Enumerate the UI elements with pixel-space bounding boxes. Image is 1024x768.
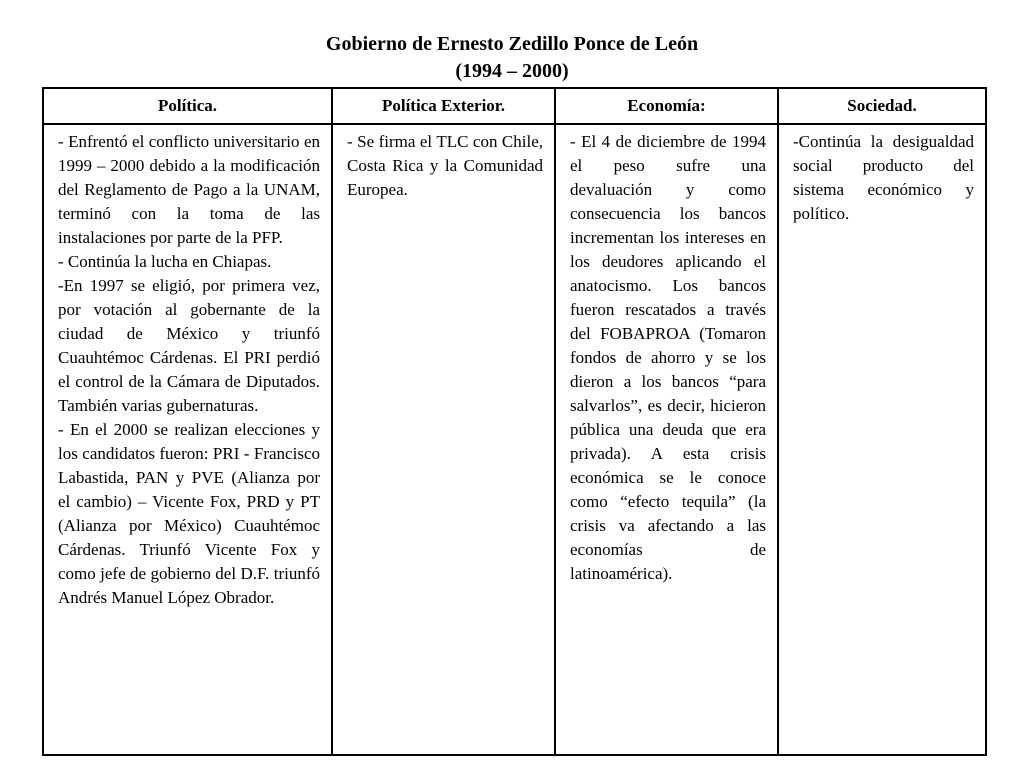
header-economia: Economía: [555,88,778,124]
document-title [0,31,1024,85]
header-sociedad: Sociedad. [778,88,986,124]
politica-paragraph-1: - Enfrentó el conflicto universitario en 1999 – 2000 debido a la modificación del Reglamento de Pago a la UNAM, terminó con la toma de las instalaciones por parte de la PFP. [58,132,320,247]
title-line-1: Gobierno de Ernesto Zedillo Ponce de León [325,33,699,55]
politica-paragraph-3: -En 1997 se eligió, por primera vez, por votación al gobernante de la ciudad de México y triunfó Cuauhtémoc Cárdenas. El PRI perdió el control de la Cámara de Diputados. También varias gubernaturas. [58,276,320,415]
economia-paragraph-1: - El 4 de diciembre de 1994 el peso sufre una devaluación y como consecuencia los bancos incrementan los intereses en los deudores aplicando el anatocismo. Los bancos fueron rescatados a través del FOBAPROA (Tomaron fondos de ahorro y se los dieron a los bancos “para salvarlos”, es decir, hicieron pública una deuda que era privada). A esta crisis económica se le conoce como “efecto tequila” (la crisis va afectando a las economías de latinoamérica). [570,132,766,583]
title-line-2: (1994 – 2000) [455,60,569,82]
politica-paragraph-2: - Continúa la lucha en Chiapas. [58,252,272,271]
cell-sociedad [778,124,986,755]
table-row [43,124,986,755]
politica-exterior-paragraph-1: - Se firma el TLC con Chile, Costa Rica y la Comunidad Europea. [347,132,543,199]
cell-economia [555,124,778,755]
cell-politica [43,124,332,755]
table-header-row [43,88,986,124]
politica-paragraph-4: - En el 2000 se realizan elecciones y los candidatos fueron: PRI - Francisco Labastida, PAN y PVE (Alianza por el cambio) – Vicente Fox, PRD y PT (Alianza por México) Cuauhtémoc Cárdenas. Triunfó Vicente Fox y como jefe de gobierno del D.F. triunfó Andrés Manuel López Obrador. [58,420,320,607]
sociedad-paragraph-1: -Continúa la desigualdad social producto del sistema económico y político. [793,132,974,223]
header-politica-exterior: Política Exterior. [332,88,555,124]
cell-politica-exterior [332,124,555,755]
header-politica: Política. [43,88,332,124]
government-summary-table [42,87,987,756]
